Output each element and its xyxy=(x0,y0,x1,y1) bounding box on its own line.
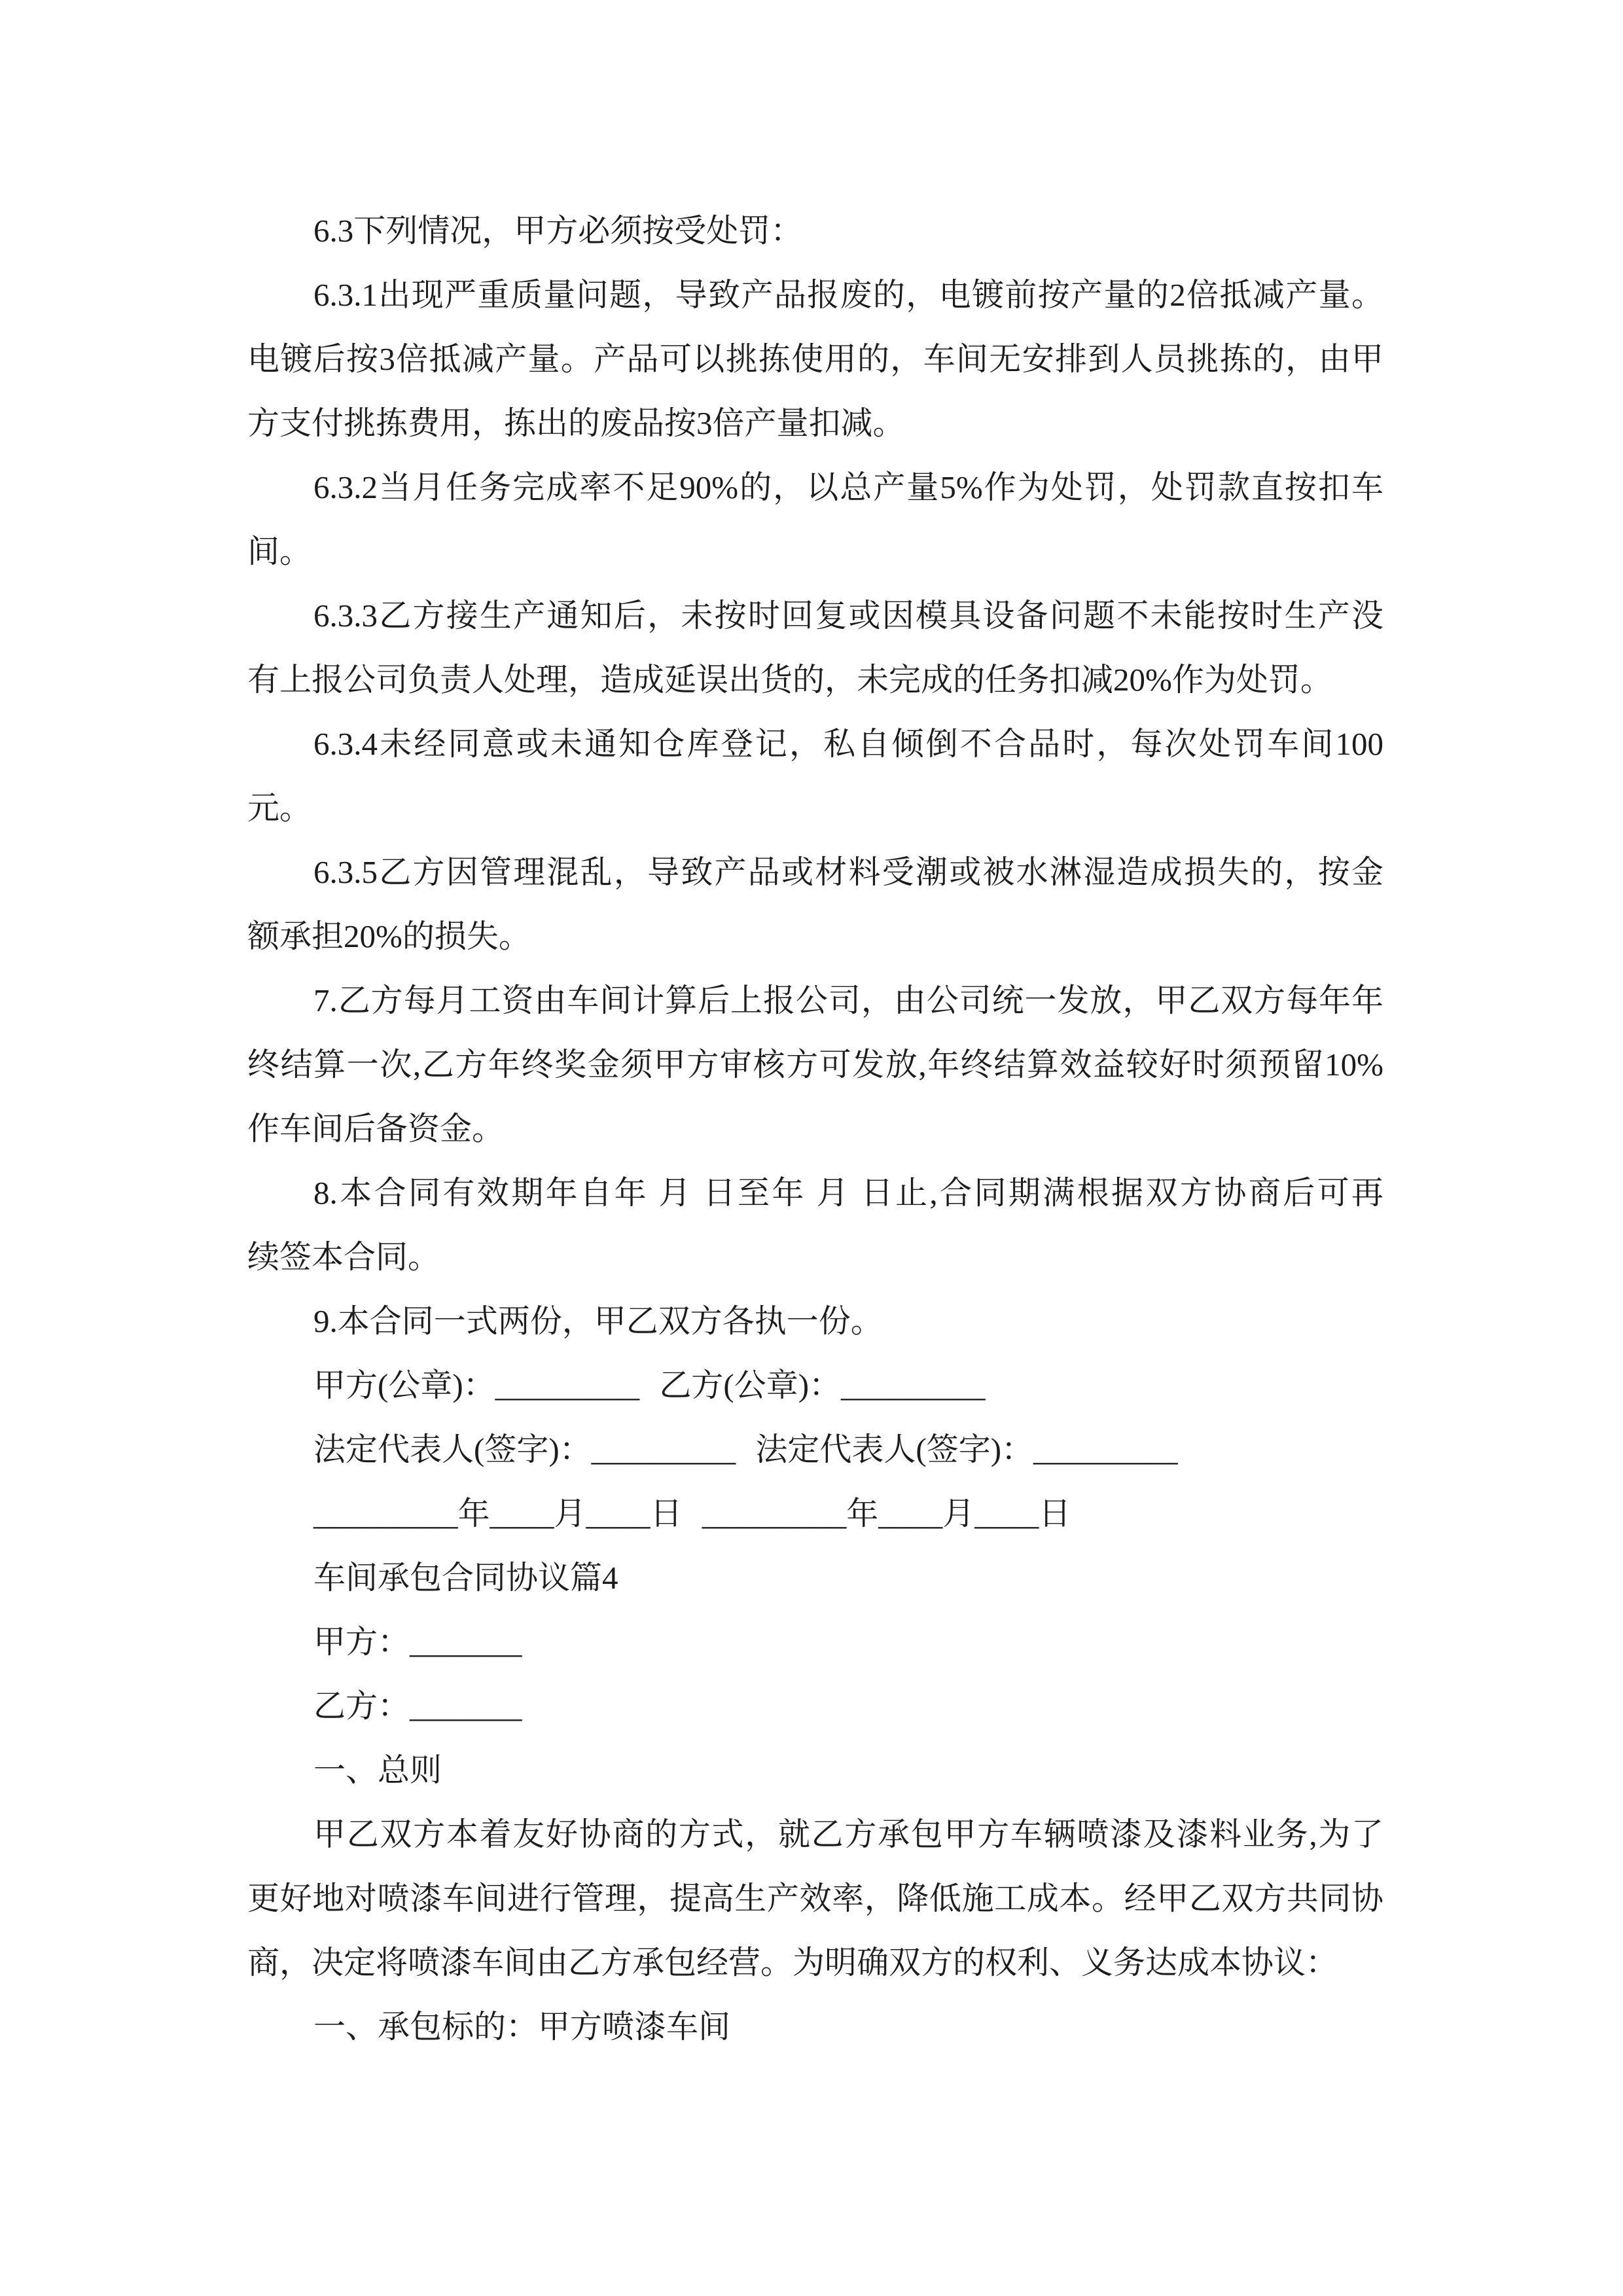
party-a-line xyxy=(247,1610,1383,1674)
party-b-line xyxy=(247,1674,1383,1738)
clause-6-3-4 xyxy=(247,712,1383,840)
text-line: 间。 xyxy=(247,533,312,569)
text-line: 终结算一次,乙方年终奖金须甲方审核方可发放,年终结算效益较好时须预留10% xyxy=(247,1047,1383,1083)
clause-6-3-5 xyxy=(247,840,1383,969)
text-line: 一、承包标的：甲方喷漆车间 xyxy=(313,2009,731,2045)
section-title xyxy=(247,1546,1383,1610)
clause-6-3-1 xyxy=(247,263,1383,456)
text-line: 额承担20%的损失。 xyxy=(247,918,531,954)
text-line: 甲方(公章)：_________ 乙方(公章)：_________ xyxy=(313,1367,986,1403)
text-line: 6.3下列情况，甲方必须按受处罚： xyxy=(313,213,803,249)
text-line: 车间承包合同协议篇4 xyxy=(313,1560,618,1596)
signature-representative-line xyxy=(247,1418,1383,1482)
document-body xyxy=(247,199,1383,2059)
text-line: 乙方：_______ xyxy=(313,1688,522,1724)
text-line: 续签本合同。 xyxy=(247,1239,440,1275)
signature-date-line xyxy=(247,1482,1383,1546)
clause-9 xyxy=(247,1289,1383,1354)
clause-8 xyxy=(247,1161,1383,1289)
text-line: 法定代表人(签字)：_________ 法定代表人(签字)：_________ xyxy=(313,1431,1178,1467)
text-line: 一、总则 xyxy=(313,1752,442,1788)
clause-6-3-heading xyxy=(247,199,1383,263)
text-line: 甲方：_______ xyxy=(313,1624,522,1660)
text-line: 更好地对喷漆车间进行管理，提高生产效率，降低施工成本。经甲乙双方共同协 xyxy=(247,1880,1383,1916)
text-line: 7.乙方每月工资由车间计算后上报公司，由公司统一发放，甲乙双方每年年 xyxy=(313,982,1383,1018)
text-line: 8.本合同有效期年自年 月 日至年 月 日止,合同期满根据双方协商后可再 xyxy=(313,1175,1383,1211)
text-line: 方支付挑拣费用，拣出的废品按3倍产量扣减。 xyxy=(247,405,905,441)
text-line: 作车间后备资金。 xyxy=(247,1111,505,1147)
text-line: _________年____月____日 _________年____月____日 xyxy=(313,1496,1071,1532)
text-line: 9.本合同一式两份，甲乙双方各执一份。 xyxy=(313,1303,883,1339)
clause-6-3-2 xyxy=(247,456,1383,584)
clause-6-3-3 xyxy=(247,584,1383,712)
text-line: 6.3.1出现严重质量问题，导致产品报废的，电镀前按产量的2倍抵减产量。 xyxy=(313,277,1383,313)
text-line: 6.3.4未经同意或未通知仓库登记，私自倾倒不合品时，每次处罚车间100 xyxy=(313,726,1383,762)
general-provisions-body xyxy=(247,1803,1383,1995)
clause-7 xyxy=(247,969,1383,1161)
text-line: 商，决定将喷漆车间由乙方承包经营。为明确双方的权利、义务达成本协议： xyxy=(247,1945,1338,1981)
text-line: 6.3.3乙方接生产通知后，未按时回复或因模具设备问题不未能按时生产没 xyxy=(313,598,1383,634)
text-line: 元。 xyxy=(247,790,312,826)
general-provisions-heading xyxy=(247,1738,1383,1803)
text-line: 有上报公司负责人处理，造成延误出货的，未完成的任务扣减20%作为处罚。 xyxy=(247,662,1332,698)
text-line: 电镀后按3倍抵减产量。产品可以挑拣使用的，车间无安排到人员挑拣的，由甲 xyxy=(247,341,1383,377)
contract-subject-heading xyxy=(247,1995,1383,2059)
text-line: 甲乙双方本着友好协商的方式，就乙方承包甲方车辆喷漆及漆料业务,为了 xyxy=(313,1816,1383,1852)
signature-seal-line xyxy=(247,1354,1383,1418)
text-line: 6.3.5乙方因管理混乱，导致产品或材料受潮或被水淋湿造成损失的，按金 xyxy=(313,854,1383,890)
text-line: 6.3.2当月任务完成率不足90%的，以总产量5%作为处罚，处罚款直按扣车 xyxy=(313,469,1383,505)
